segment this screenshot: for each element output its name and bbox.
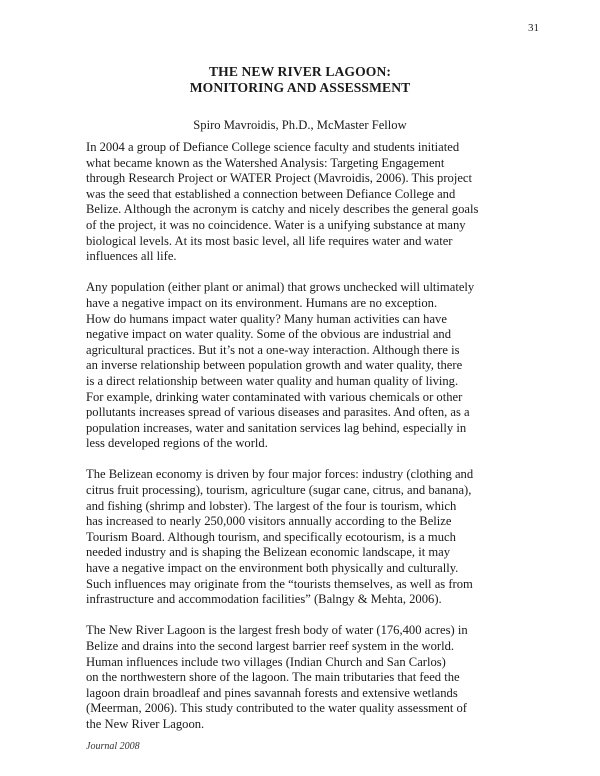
text-line: negative impact on water quality. Some of the obvious are industrial and [86, 327, 452, 342]
text-line: less developed regions of the world. [86, 436, 268, 451]
text-line: The New River Lagoon is the largest fresh body of water (176,400 acres) in [86, 623, 468, 638]
paragraph-2 [86, 280, 520, 452]
text-line: has increased to nearly 250,000 visitors annually according to the Belize [86, 514, 452, 529]
text-line: is a direct relationship between water quality and human quality of living. [86, 373, 459, 388]
text-line: needed industry and is shaping the Belizean economic landscape, it may [86, 545, 451, 560]
paragraph-4 [86, 623, 520, 732]
text-line: and fishing (shrimp and lobster). The largest of the four is tourism, which [86, 498, 457, 513]
text-line: Tourism Board. Although tourism, and specifically ecotourism, is a much [86, 529, 456, 544]
text-line: Any population (either plant or animal) that grows unchecked will ultimately [86, 280, 475, 295]
page-number: 31 [528, 22, 539, 34]
text-line: Belize and drains into the second largest barrier reef system in the world. [86, 639, 455, 653]
text-line: citrus fruit processing), tourism, agriculture (sugar cane, citrus, and banana), [86, 483, 472, 498]
text-line: The Belizean economy is driven by four major forces: industry (clothing and [86, 467, 474, 482]
text-line: on the northwestern shore of the lagoon. The main tributaries that feed the [86, 670, 460, 685]
text-line: Human influences include two villages (Indian Church and San Carlos) [86, 654, 446, 669]
text-line: For example, drinking water contaminated with various chemicals or other [86, 389, 463, 404]
text-line: How do humans impact water quality? Many human activities can have [86, 311, 447, 326]
article-body [86, 140, 520, 748]
journal-footer: Journal 2008 [86, 741, 140, 752]
text-line: of the project, it was no coincidence. Water is a unifying substance at many [86, 217, 466, 232]
text-line: biological levels. At its most basic level, all life requires water and water [86, 233, 453, 248]
text-line: pollutants increases spread of various diseases and parasites. And often, as a [86, 405, 470, 420]
title-line-1: THE NEW RIVER LAGOON: [209, 64, 391, 79]
text-line: an inverse relationship between population growth and water quality, there [86, 358, 463, 373]
text-line: through Research Project or WATER Project (Mavroidis, 2006). This project [86, 171, 473, 186]
article-title [0, 64, 600, 96]
text-line: Such influences may originate from the “tourists themselves, as well as from [86, 576, 473, 591]
text-line: infrastructure and accommodation facilities” (Balngy & Mehta, 2006). [86, 592, 442, 607]
title-line-2: MONITORING AND ASSESSMENT [189, 80, 411, 95]
author-byline: Spiro Mavroidis, Ph.D., McMaster Fellow [193, 118, 407, 132]
text-line: the New River Lagoon. [86, 716, 205, 731]
text-line: have a negative impact on the environment both physically and culturally. [86, 561, 459, 576]
text-line: lagoon drain broadleaf and pines savannah forests and extensive wetlands [86, 685, 458, 700]
text-line: Belize. Although the acronym is catchy and nicely describes the general goals [86, 202, 479, 217]
text-line: influences all life. [86, 249, 177, 264]
text-line: (Meerman, 2006). This study contributed to the water quality assessment of [86, 701, 467, 716]
text-line: was the seed that established a connection between Defiance College and [86, 186, 456, 201]
text-line: population increases, water and sanitation services lag behind, especially in [86, 420, 467, 435]
text-line: In 2004 a group of Defiance College science faculty and students initiated [86, 140, 460, 154]
paragraph-3 [86, 467, 520, 607]
text-line: have a negative impact on its environment. Humans are no exception. [86, 295, 438, 310]
text-line: agricultural practices. But it’s not a one-way interaction. Although there is [86, 342, 460, 357]
text-line: what became known as the Watershed Analysis: Targeting Engagement [86, 155, 445, 170]
paragraph-1 [86, 140, 520, 265]
